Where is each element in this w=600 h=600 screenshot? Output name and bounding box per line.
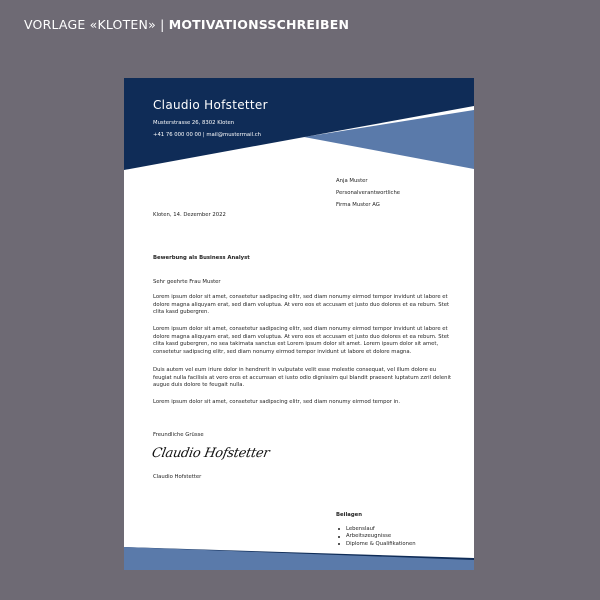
- date-line: Kloten, 14. Dezember 2022: [153, 212, 226, 218]
- handwritten-signature: Claudio Hofstetter: [150, 446, 271, 461]
- footer-blue-band: [124, 547, 474, 570]
- sender-name: Claudio Hofstetter: [153, 98, 268, 112]
- subject-line: Bewerbung als Business Analyst: [153, 255, 250, 261]
- salutation: Sehr geehrte Frau Muster: [153, 279, 221, 285]
- body-paragraph-2: Lorem ipsum dolor sit amet, consetetur sadipscing elitr, sed diam nonumy eirmod tempor invidunt ut labore et dolore magna aliquyam erat, sed diam voluptua. At vero eos et accusam et justo duo dolores et ea rebum. Stet clita kasd gubergren, no sea takimata sanctus est Lorem ipsum dolor sit amet. Lorem ipsum dolor sit amet, consetetur sadipscing elitr, sed diam nonumy eirmod tempor invidunt ut labore et dolore magna.: [153, 326, 450, 356]
- sender-contact: +41 76 000 00 00 | mail@mustermail.ch: [153, 132, 262, 138]
- heading-template-name: VORLAGE «KLOTEN» |: [24, 17, 169, 32]
- enclosure-item: Arbeitszeugnisse: [346, 533, 456, 541]
- sender-address: Musterstrasse 26, 8302 Kloten: [153, 120, 235, 126]
- body-paragraph-1: Lorem ipsum dolor sit amet, consetetur sadipscing elitr, sed diam nonumy eirmod tempor invidunt ut labore et dolore magna aliquyam erat, sed diam voluptua. At vero eos et accusam et justo duo dolores et ea rebum. Stet clita kasd gubergren.: [153, 294, 450, 316]
- enclosures-block: [336, 512, 456, 548]
- signer-name: Claudio Hofstetter: [153, 474, 202, 480]
- enclosures-title: Beilagen: [336, 512, 362, 518]
- letter-page: [124, 78, 474, 570]
- page-heading: [24, 17, 349, 32]
- heading-document-type: MOTIVATIONSSCHREIBEN: [168, 17, 350, 32]
- body-paragraph-4: Lorem ipsum dolor sit amet, consetetur sadipscing elitr, sed diam nonumy eirmod tempor in.: [153, 399, 401, 405]
- closing-line: Freundliche Grüsse: [153, 432, 204, 438]
- letter-decoration: [124, 78, 474, 570]
- recipient-title: Personalverantwortliche: [336, 190, 401, 196]
- enclosure-item: Lebenslauf: [346, 526, 456, 534]
- recipient-company: Firma Muster AG: [336, 202, 380, 208]
- recipient-name: Anja Muster: [336, 178, 368, 184]
- body-paragraph-3: Duis autem vel eum iriure dolor in hendrerit in vulputate velit esse molestie consequat, vel illum dolore eu feugiat nulla facilisis at vero eros et accumsan et iusto odio dignissim qui blandit praesent luptatum zzril delenit augue duis dolore te feugait nulla.: [153, 367, 452, 389]
- enclosure-item: Diplome & Qualifikationen: [346, 541, 456, 549]
- enclosures-list: [336, 526, 456, 549]
